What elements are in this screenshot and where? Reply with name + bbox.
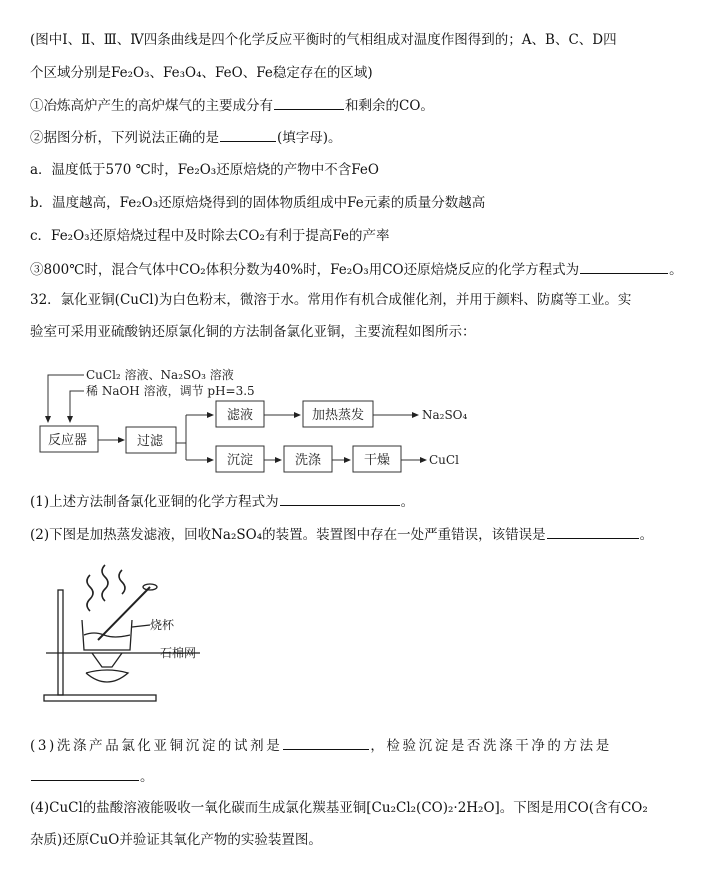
- question-2-tail: (填字母)。: [277, 130, 342, 146]
- answer-blank[interactable]: [274, 95, 344, 110]
- subquestion-3-cont: [30, 766, 154, 786]
- question-1: [30, 95, 434, 115]
- answer-blank[interactable]: [547, 524, 639, 539]
- option-a: a．温度低于570 ℃时，Fe₂O₃还原焙烧的产物中不含FeO: [30, 162, 379, 178]
- flow-input-1: CuCl₂ 溶液、Na₂SO₃ 溶液: [86, 368, 234, 382]
- question-3-text: ③800℃时，混合气体中CO₂体积分数为40%时，Fe₂O₃用CO还原焙烧反应的化学方程式为: [30, 262, 580, 278]
- subquestion-1-tail: 。: [400, 494, 415, 510]
- intro-line-2: 个区域分别是Fe₂O₃、Fe₃O₄、FeO、Fe稳定存在的区域): [30, 65, 373, 81]
- evaporation-apparatus-figure: [30, 555, 220, 715]
- problem-32-line-2: 验室可采用亚硫酸钠还原氯化铜的方法制备氯化亚铜，主要流程如图所示：: [30, 324, 476, 340]
- flow-box-filter: 过滤: [137, 434, 164, 449]
- subquestion-2-tail: 。: [639, 527, 654, 543]
- flow-box-wash: 洗涤: [295, 453, 322, 468]
- subquestion-3-tail: 。: [140, 769, 154, 785]
- problem-32-line-1: 32．氯化亚铜(CuCl)为白色粉末，微溶于水。常用作有机合成催化剂，并用于颜料、防腐等工业。实: [30, 292, 632, 308]
- subquestion-4-line-1: (4)CuCl的盐酸溶液能吸收一氧化碳而生成氯化羰基亚铜[Cu₂Cl₂(CO)₂·2H₂O]。下图是用CO(含有CO₂: [30, 800, 648, 816]
- process-flow-diagram: [0, 350, 500, 480]
- flow-box-reactor: 反应器: [48, 433, 88, 448]
- subquestion-1: [30, 491, 414, 511]
- asbestos-gauze-label: 石棉网: [160, 646, 197, 660]
- option-c: c．Fe₂O₃还原焙烧过程中及时除去CO₂有利于提高Fe的产率: [30, 228, 390, 244]
- flow-box-dry: 干燥: [364, 453, 391, 468]
- question-1-text: ①冶炼高炉产生的高炉煤气的主要成分有: [30, 98, 273, 114]
- question-2-text: ②据图分析，下列说法正确的是: [30, 130, 219, 146]
- subquestion-3-text: (3)洗涤产品氯化亚铜沉淀的试剂是: [30, 738, 283, 754]
- subquestion-2-text: (2)下图是加热蒸发滤液，回收Na₂SO₄的装置。装置图中存在一处严重错误，该错误是: [30, 527, 546, 543]
- flow-box-precipitate: 沉淀: [227, 453, 254, 468]
- flow-box-filtrate: 滤液: [227, 408, 254, 423]
- answer-blank[interactable]: [220, 127, 276, 142]
- flow-product-na2so4: Na₂SO₄: [422, 408, 468, 422]
- subquestion-1-text: (1)上述方法制备氯化亚铜的化学方程式为: [30, 494, 279, 510]
- question-1-tail: 和剩余的CO。: [345, 98, 434, 114]
- flow-input-2: 稀 NaOH 溶液，调节 pH=3.5: [86, 384, 255, 398]
- flow-product-cucl: CuCl: [429, 453, 459, 467]
- subquestion-3-middle: ，检验沉淀是否洗涤干净的方法是: [370, 738, 612, 754]
- question-3: [30, 259, 683, 279]
- subquestion-4-line-2: 杂质)还原CuO并验证其氧化产物的实验装置图。: [30, 832, 322, 848]
- answer-blank[interactable]: [580, 259, 668, 274]
- beaker-label: 烧杯: [150, 618, 175, 632]
- subquestion-3: [30, 735, 612, 755]
- flow-box-evaporate: 加热蒸发: [312, 408, 365, 423]
- subquestion-2: [30, 524, 653, 544]
- question-3-tail: 。: [669, 262, 683, 278]
- question-2: [30, 127, 342, 147]
- answer-blank[interactable]: [31, 766, 139, 781]
- option-b: b．温度越高，Fe₂O₃还原焙烧得到的固体物质组成中Fe元素的质量分数越高: [30, 195, 486, 211]
- answer-blank[interactable]: [280, 491, 400, 506]
- intro-line-1: (图中Ⅰ、Ⅱ、Ⅲ、Ⅳ四条曲线是四个化学反应平衡时的气相组成对温度作图得到的；A、B、C、D四: [30, 32, 617, 48]
- answer-blank[interactable]: [283, 735, 369, 750]
